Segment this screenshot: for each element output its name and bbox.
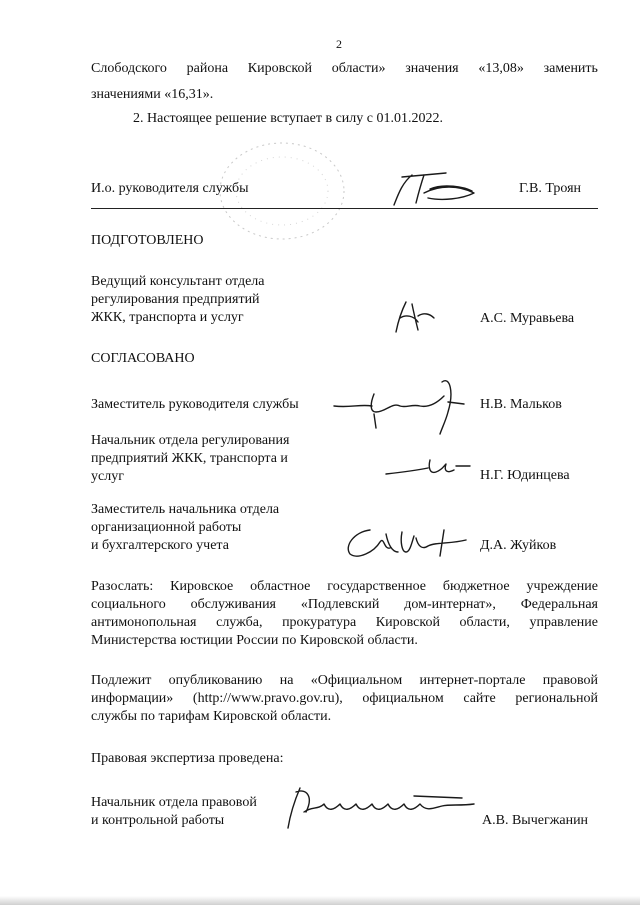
head-name: Г.В. Троян	[519, 181, 582, 196]
prepared-position-line: ЖКК, транспорта и услуг	[91, 310, 244, 325]
publication-line: информации» (http://www.pravo.gov.ru), официальном сайте региональной	[91, 691, 598, 706]
intro-word: района	[186, 61, 229, 76]
intro-word: значения	[405, 61, 459, 76]
distribution-line: Разослать: Кировское областное государственное бюджетное учреждение	[91, 579, 598, 594]
prepared-position-line: регулирования предприятий	[91, 292, 260, 307]
legal-review-statement: Правовая экспертиза проведена:	[91, 751, 284, 766]
agreed-signer-2-signature-icon	[384, 454, 474, 480]
publication-line: Подлежит опубликованию на «Официальном интернет-портале правовой	[91, 673, 598, 688]
prepared-heading: ПОДГОТОВЛЕНО	[91, 233, 204, 248]
legal-review-position-line: и контрольной работы	[91, 813, 225, 828]
agreed-heading: СОГЛАСОВАНО	[91, 351, 195, 366]
legal-review-position-line: Начальник отдела правовой	[91, 795, 257, 810]
point-2-paragraph: 2. Настоящее решение вступает в силу с 01.01.2022.	[133, 111, 443, 126]
agreed-signer-1-signature-icon	[330, 372, 490, 436]
prepared-position-line: Ведущий консультант отдела	[91, 274, 265, 289]
agreed-signer-3-position: организационной работы	[91, 520, 242, 535]
intro-line-2: значениями «16,31».	[91, 87, 214, 102]
prepared-name: А.С. Муравьева	[480, 311, 575, 326]
distribution-line: антимонопольная служба, прокуратура Кировской области, управление	[91, 615, 598, 630]
separator-line	[91, 208, 598, 209]
agreed-signer-1-position: Заместитель руководителя службы	[91, 397, 299, 412]
page-number: 2	[336, 37, 342, 51]
intro-word: области»	[331, 61, 386, 76]
agreed-signer-2-position: предприятий ЖКК, транспорта и	[91, 451, 288, 466]
intro-line-1	[91, 60, 598, 78]
agreed-signer-3-signature-icon	[340, 522, 476, 562]
head-position: И.о. руководителя службы	[91, 181, 249, 196]
intro-word: Слободского	[91, 61, 167, 76]
agreed-signer-2-name: Н.Г. Юдинцева	[480, 468, 570, 483]
agreed-signer-3-name: Д.А. Жуйков	[480, 538, 557, 553]
agreed-signer-2-position: Начальник отдела регулирования	[91, 433, 290, 448]
legal-review-name: А.В. Вычегжанин	[482, 813, 589, 828]
distribution-line: социального обслуживания «Подлевский дом-интернат», Федеральная	[91, 597, 598, 612]
distribution-last-line: Министерства юстиции России по Кировской области.	[91, 633, 418, 648]
intro-word: Кировской	[247, 61, 312, 76]
intro-word: «13,08»	[478, 61, 524, 76]
legal-review-signature-icon	[284, 782, 484, 832]
agreed-signer-3-position: и бухгалтерского учета	[91, 538, 229, 553]
intro-word: заменить	[543, 61, 598, 76]
agreed-signer-2-position: услуг	[91, 469, 124, 484]
scan-edge-shadow	[0, 896, 640, 905]
prepared-signature-icon	[384, 296, 440, 336]
agreed-signer-3-position: Заместитель начальника отдела	[91, 502, 280, 517]
agreed-signer-1-name: Н.В. Мальков	[480, 397, 562, 412]
head-signature-icon	[384, 165, 494, 209]
publication-last-line: службы по тарифам Кировской области.	[91, 709, 332, 724]
